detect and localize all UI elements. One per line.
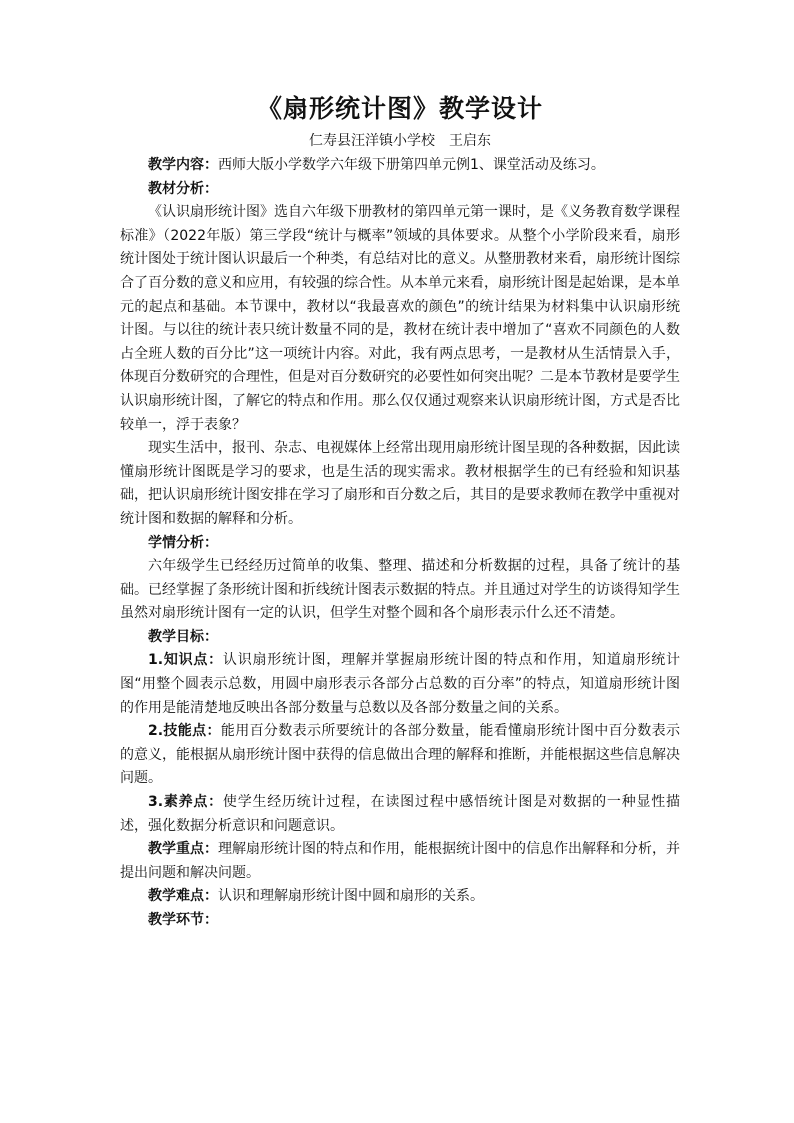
goal-literacy-label: 3.素养点： [148, 794, 223, 811]
teaching-content-text: 西师大版小学数学六年级下册第四单元例1、课堂活动及练习。 [218, 157, 605, 173]
goal-skill-label: 2.技能点： [148, 723, 221, 740]
material-analysis-paragraph-2: 现实生活中，报刊、杂志、电视媒体上经常出现用扇形统计图呈现的各种数据，因此读懂扇形统计图既是学习的要求，也是生活的现实需求。教材根据学生的已有经验和知识基础，把认识扇形统计图安排在学习了扇形和百分数之后，其目的是要求教师在教学中重视对统计图和数据的解释和分析。 [120, 440, 680, 527]
document-body [120, 94, 680, 933]
teaching-goals-heading: 教学目标： [148, 628, 218, 645]
material-analysis-heading: 教材分析： [148, 180, 218, 197]
goal-knowledge-label: 1.知识点： [148, 652, 223, 669]
learner-analysis-heading: 学情分析： [148, 534, 218, 551]
teaching-difficulty-text: 认识和理解扇形统计图中圆和扇形的关系。 [218, 888, 484, 905]
material-analysis-paragraph-1: 《认识扇形统计图》选自六年级下册教材的第四单元第一课时，是《义务教育数学课程标准》（2022年版）第三学段“统计与概率”领域的具体要求。从整个小学阶段来看，扇形统计图处于统计图认识最后一个种类，有总结对比的意义。从整册教材来看，扇形统计图综合了百分数的意义和应用，有较强的综合性。从本单元来看，扇形统计图是起始课，是本单元的起点和基础。本节课中，教材以“我最喜欢的颜色”的统计结果为材料集中认识扇形统计图。与以往的统计表只统计数量不同的是，教材在统计表中增加了“喜欢不同颜色的人数占全班人数的百分比”这一项统计内容。对此，我有两点思考，一是教材从生活情景入手，体现百分数研究的合理性，但是对百分数研究的必要性如何突出呢？二是本节教材是要学生认识扇形统计图，了解它的特点和作用。那么仅仅通过观察来认识扇形统计图，方式是否比较单一，浮于表象？ [120, 204, 680, 433]
document-title: 《扇形统计图》教学设计 [256, 94, 543, 123]
teaching-content [120, 154, 680, 178]
teaching-steps-heading: 教学环节： [148, 912, 218, 928]
goal-knowledge [120, 649, 680, 720]
goal-literacy-text: 使学生经历统计过程，在读图过程中感悟统计图是对数据的一种显性描述，强化数据分析意识和问题意识。 [120, 794, 681, 834]
teaching-content-label: 教学内容： [148, 157, 218, 173]
author-name: 王启东 [449, 133, 491, 149]
goal-literacy [120, 791, 680, 838]
school-name: 仁寿县汪洋镇小学校 [309, 133, 435, 149]
learner-analysis-paragraph: 六年级学生已经经历过简单的收集、整理、描述和分析数据的过程，具备了统计的基础。已经掌握了条形统计图和折线统计图表示数据的特点。并且通过对学生的访谈得知学生虽然对扇形统计图有一定的认识，但学生对整个圆和各个扇形表示什么还不清楚。 [120, 558, 680, 622]
teaching-key-point-text: 理解扇形统计图的特点和作用，能根据统计图中的信息作出解释和分析，并提出问题和解决问题。 [120, 841, 680, 881]
teaching-key-point [120, 838, 680, 885]
goal-skill [120, 720, 680, 791]
teaching-difficulty [120, 885, 680, 909]
goal-skill-text: 能用百分数表示所要统计的各部分数量，能看懂扇形统计图中百分数表示的意义，能根据从扇形统计图中获得的信息做出合理的解释和推断，并能根据这些信息解决问题。 [120, 723, 680, 787]
author-line [120, 130, 680, 152]
teaching-difficulty-label: 教学难点： [148, 888, 218, 905]
teaching-key-point-label: 教学重点： [148, 841, 218, 858]
goal-knowledge-text: 认识扇形统计图，理解并掌握扇形统计图的特点和作用，知道扇形统计图“用整个圆表示总数，用圆中扇形表示各部分占总数的百分率”的特点，知道扇形统计图的作用是能清楚地反映出各部分数量与总数以及各部分数量之间的关系。 [120, 652, 681, 716]
